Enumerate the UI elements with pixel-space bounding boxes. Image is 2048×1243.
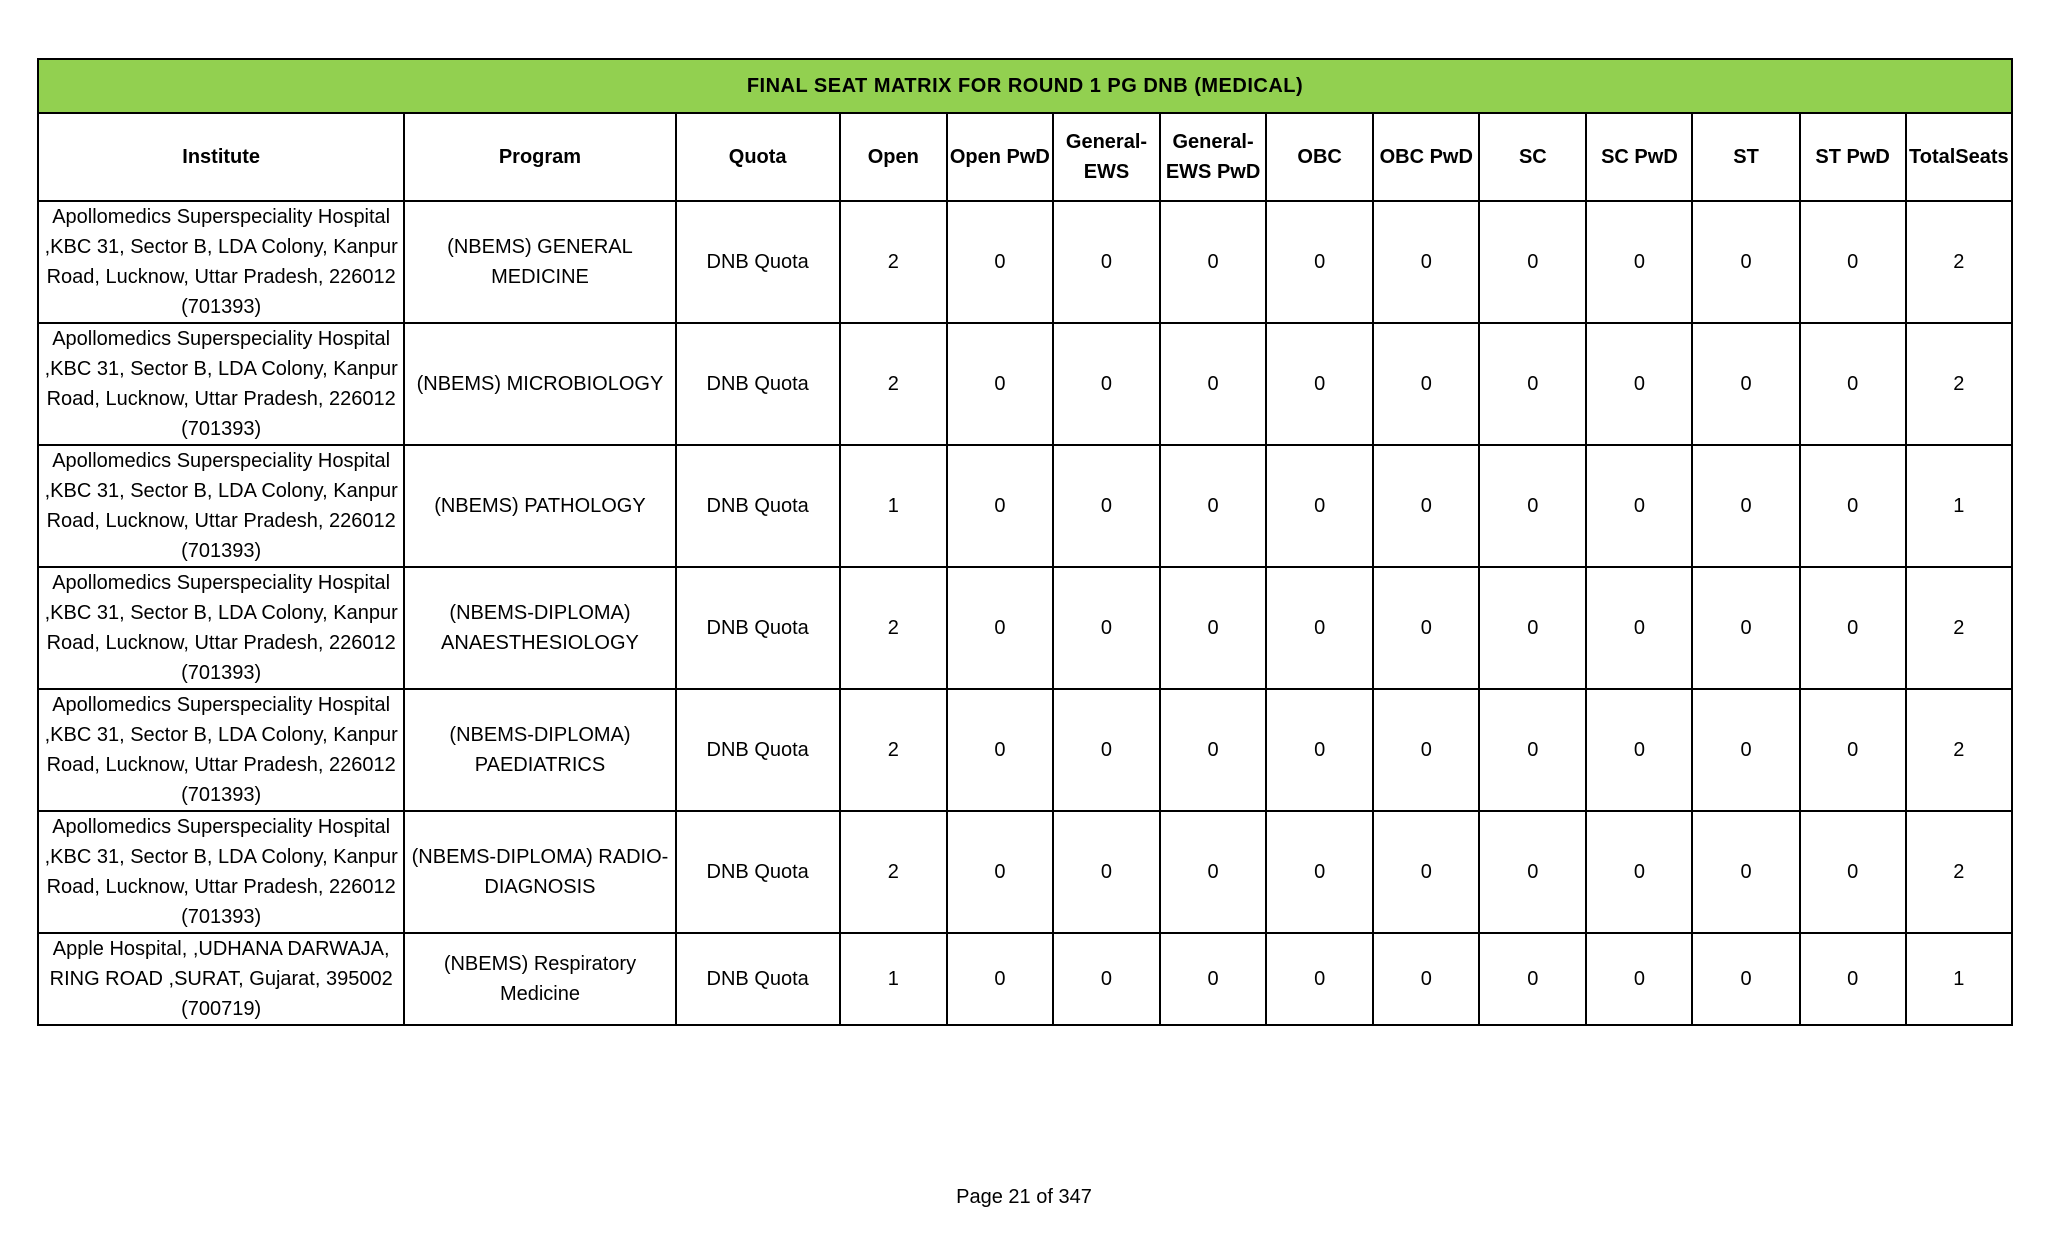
sc-cell: 0 (1479, 201, 1586, 323)
open-cell: 2 (840, 689, 947, 811)
obc-pwd-cell: 0 (1373, 567, 1479, 689)
open-pwd-cell: 0 (947, 811, 1053, 933)
general-ews-cell: 0 (1053, 567, 1160, 689)
general-ews-pwd-cell: 0 (1160, 323, 1266, 445)
st-cell: 0 (1692, 567, 1799, 689)
st-cell: 0 (1692, 811, 1799, 933)
st-cell: 0 (1692, 445, 1799, 567)
table-title: FINAL SEAT MATRIX FOR ROUND 1 PG DNB (MEDICAL) (38, 59, 2012, 113)
st-pwd-cell: 0 (1800, 811, 1906, 933)
general-ews-cell: 0 (1053, 445, 1160, 567)
open-pwd-cell: 0 (947, 689, 1053, 811)
obc-pwd-cell: 0 (1373, 689, 1479, 811)
obc-pwd-cell: 0 (1373, 933, 1479, 1025)
st-pwd-cell: 0 (1800, 567, 1906, 689)
open-pwd-cell: 0 (947, 445, 1053, 567)
institute-cell: Apollomedics Superspeciality Hospital ,KBC 31, Sector B, LDA Colony, Kanpur Road, Lucknow, Uttar Pradesh, 226012 (701393) (38, 567, 404, 689)
table-row (38, 201, 2012, 323)
general-ews-cell: 0 (1053, 689, 1160, 811)
program-cell: (NBEMS-DIPLOMA) PAEDIATRICS (404, 689, 675, 811)
page-number: Page 21 of 347 (956, 1186, 1092, 1208)
general-ews-pwd-cell: 0 (1160, 445, 1266, 567)
sc-pwd-cell: 0 (1586, 323, 1692, 445)
institute-cell: Apollomedics Superspeciality Hospital ,KBC 31, Sector B, LDA Colony, Kanpur Road, Lucknow, Uttar Pradesh, 226012 (701393) (38, 323, 404, 445)
total-seats-cell: 2 (1906, 811, 2012, 933)
quota-cell: DNB Quota (676, 811, 840, 933)
st-pwd-cell: 0 (1800, 445, 1906, 567)
open-cell: 1 (840, 445, 947, 567)
general-ews-cell: 0 (1053, 933, 1160, 1025)
program-cell: (NBEMS) MICROBIOLOGY (404, 323, 675, 445)
institute-cell: Apollomedics Superspeciality Hospital ,KBC 31, Sector B, LDA Colony, Kanpur Road, Lucknow, Uttar Pradesh, 226012 (701393) (38, 689, 404, 811)
open-pwd-cell: 0 (947, 201, 1053, 323)
quota-cell: DNB Quota (676, 445, 840, 567)
table-row (38, 933, 2012, 1025)
general-ews-pwd-cell: 0 (1160, 689, 1266, 811)
quota-cell: DNB Quota (676, 689, 840, 811)
column-header-general-ews: General-EWS (1053, 113, 1160, 201)
quota-cell: DNB Quota (676, 567, 840, 689)
quota-cell: DNB Quota (676, 323, 840, 445)
general-ews-pwd-cell: 0 (1160, 811, 1266, 933)
sc-pwd-cell: 0 (1586, 689, 1692, 811)
total-seats-cell: 1 (1906, 933, 2012, 1025)
seat-matrix-table (37, 58, 2013, 1026)
st-pwd-cell: 0 (1800, 201, 1906, 323)
column-header-sc: SC (1479, 113, 1586, 201)
column-header-open: Open (840, 113, 947, 201)
quota-cell: DNB Quota (676, 201, 840, 323)
obc-cell: 0 (1266, 323, 1373, 445)
st-cell: 0 (1692, 933, 1799, 1025)
table-row (38, 689, 2012, 811)
sc-cell: 0 (1479, 933, 1586, 1025)
column-header-open-pwd: Open PwD (947, 113, 1053, 201)
sc-pwd-cell: 0 (1586, 811, 1692, 933)
table-row (38, 811, 2012, 933)
sc-cell: 0 (1479, 567, 1586, 689)
general-ews-pwd-cell: 0 (1160, 933, 1266, 1025)
table-row (38, 445, 2012, 567)
program-cell: (NBEMS-DIPLOMA) ANAESTHESIOLOGY (404, 567, 675, 689)
total-seats-cell: 2 (1906, 567, 2012, 689)
column-header-program: Program (404, 113, 675, 201)
table-row (38, 323, 2012, 445)
obc-cell: 0 (1266, 201, 1373, 323)
column-header-st-pwd: ST PwD (1800, 113, 1906, 201)
sc-cell: 0 (1479, 689, 1586, 811)
institute-cell: Apollomedics Superspeciality Hospital ,KBC 31, Sector B, LDA Colony, Kanpur Road, Lucknow, Uttar Pradesh, 226012 (701393) (38, 811, 404, 933)
column-header-institute: Institute (38, 113, 404, 201)
open-pwd-cell: 0 (947, 567, 1053, 689)
open-pwd-cell: 0 (947, 933, 1053, 1025)
open-cell: 2 (840, 201, 947, 323)
program-cell: (NBEMS) PATHOLOGY (404, 445, 675, 567)
open-cell: 2 (840, 323, 947, 445)
table-row (38, 567, 2012, 689)
total-seats-cell: 2 (1906, 323, 2012, 445)
open-cell: 1 (840, 933, 947, 1025)
st-cell: 0 (1692, 689, 1799, 811)
column-header-total-seats: TotalSeats (1906, 113, 2012, 201)
total-seats-cell: 2 (1906, 689, 2012, 811)
obc-pwd-cell: 0 (1373, 811, 1479, 933)
institute-cell: Apollomedics Superspeciality Hospital ,KBC 31, Sector B, LDA Colony, Kanpur Road, Lucknow, Uttar Pradesh, 226012 (701393) (38, 445, 404, 567)
sc-cell: 0 (1479, 445, 1586, 567)
column-header-obc: OBC (1266, 113, 1373, 201)
general-ews-cell: 0 (1053, 201, 1160, 323)
st-pwd-cell: 0 (1800, 323, 1906, 445)
general-ews-cell: 0 (1053, 323, 1160, 445)
obc-pwd-cell: 0 (1373, 323, 1479, 445)
header-row (38, 113, 2012, 201)
institute-cell: Apple Hospital, ,UDHANA DARWAJA, RING ROAD ,SURAT, Gujarat, 395002 (700719) (38, 933, 404, 1025)
sc-cell: 0 (1479, 811, 1586, 933)
obc-cell: 0 (1266, 567, 1373, 689)
sc-pwd-cell: 0 (1586, 445, 1692, 567)
total-seats-cell: 1 (1906, 445, 2012, 567)
st-pwd-cell: 0 (1800, 689, 1906, 811)
obc-pwd-cell: 0 (1373, 201, 1479, 323)
general-ews-pwd-cell: 0 (1160, 201, 1266, 323)
obc-pwd-cell: 0 (1373, 445, 1479, 567)
st-cell: 0 (1692, 323, 1799, 445)
column-header-obc-pwd: OBC PwD (1373, 113, 1479, 201)
sc-pwd-cell: 0 (1586, 567, 1692, 689)
sc-pwd-cell: 0 (1586, 933, 1692, 1025)
total-seats-cell: 2 (1906, 201, 2012, 323)
column-header-general-ews-pwd: General-EWS PwD (1160, 113, 1266, 201)
institute-cell: Apollomedics Superspeciality Hospital ,KBC 31, Sector B, LDA Colony, Kanpur Road, Lucknow, Uttar Pradesh, 226012 (701393) (38, 201, 404, 323)
general-ews-cell: 0 (1053, 811, 1160, 933)
sc-pwd-cell: 0 (1586, 201, 1692, 323)
obc-cell: 0 (1266, 445, 1373, 567)
obc-cell: 0 (1266, 933, 1373, 1025)
column-header-quota: Quota (676, 113, 840, 201)
obc-cell: 0 (1266, 689, 1373, 811)
program-cell: (NBEMS) GENERAL MEDICINE (404, 201, 675, 323)
seat-matrix-sheet (37, 58, 2013, 1026)
program-cell: (NBEMS-DIPLOMA) RADIO-DIAGNOSIS (404, 811, 675, 933)
column-header-sc-pwd: SC PwD (1586, 113, 1692, 201)
quota-cell: DNB Quota (676, 933, 840, 1025)
column-header-st: ST (1692, 113, 1799, 201)
obc-cell: 0 (1266, 811, 1373, 933)
open-pwd-cell: 0 (947, 323, 1053, 445)
open-cell: 2 (840, 567, 947, 689)
general-ews-pwd-cell: 0 (1160, 567, 1266, 689)
sc-cell: 0 (1479, 323, 1586, 445)
st-pwd-cell: 0 (1800, 933, 1906, 1025)
open-cell: 2 (840, 811, 947, 933)
program-cell: (NBEMS) Respiratory Medicine (404, 933, 675, 1025)
st-cell: 0 (1692, 201, 1799, 323)
